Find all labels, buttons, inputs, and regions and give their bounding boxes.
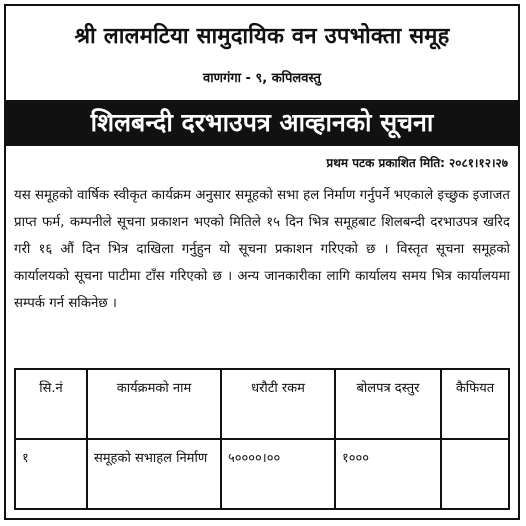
notice [4,4,520,520]
header-bid-fee: बोलपत्र दस्तुर [335,369,441,439]
header-serial: सि.नं [15,369,87,439]
cell-deposit-amount: ५००००।०० [221,439,335,509]
table-row [15,439,509,509]
org-address: वाणगंगा - ९, कपिलवस्तु [203,71,321,86]
header-deposit-amount: धरौटी रकम [221,369,335,439]
table-header-row [15,369,509,439]
cell-program-name: समूहको सभाहल निर्माण [87,439,221,509]
notice-title-banner: शिलबन्दी दरभाउपत्र आव्हानको सूचना [6,100,518,146]
header-program-name: कार्यक्रमको नाम [87,369,221,439]
notice-body: यस समूहको वार्षिक स्वीकृत कार्यक्रम अनुसार समूहको सभा हल निर्माण गर्नुपर्ने भएकाले इच्छुक इजाजत प्राप्त फर्म, कम्पनीले सूचना प्रकाशन भएको मितिले १५ दिन भित्र समूहबाट शिलबन्दी दरभाउपत्र खरिद गरी १६ औं दिन भित्र दाखिला गर्नुहुन यो सूचना प्रकाशन गरिएको छ । विस्तृत सूचना समूहको कार्यालयको सूचना पाटीमा टाँस गरिएको छ । अन्य जानकारीका लागि कार्यालय समय भित्र कार्यालयमा सम्पर्क गर्न सकिनेछ । [14,188,510,311]
header-remarks: कैफियत [441,369,509,439]
publication-date-value: २०८१।१२।२७ [448,156,508,170]
publication-date [326,154,508,171]
cell-serial: १ [15,439,87,509]
cell-remarks [441,439,509,509]
publication-date-label: प्रथम पटक प्रकाशित मिति: [326,156,445,170]
org-name: श्री लालमटिया सामुदायिक वन उपभोक्ता समूह [74,24,450,49]
cell-bid-fee: १००० [335,439,441,509]
program-table [14,368,510,510]
